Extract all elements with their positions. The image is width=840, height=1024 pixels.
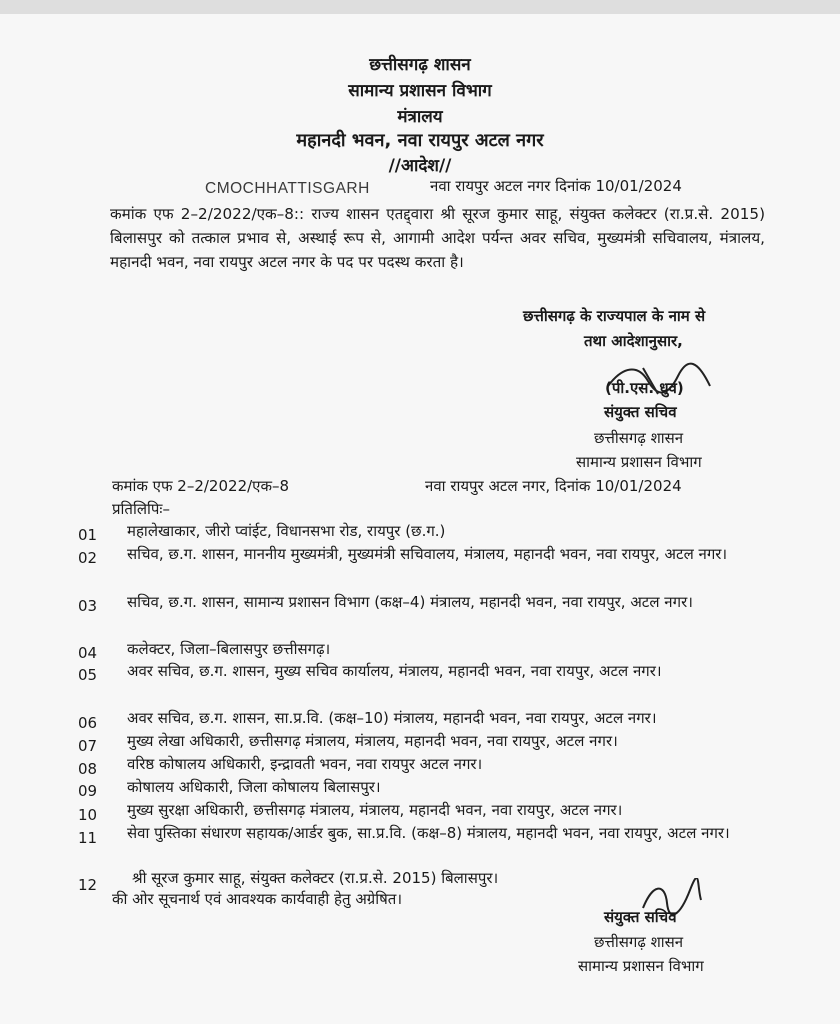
list-item-text: महालेखाकार, जीरो प्वांईट, विधानसभा रोड, रायपुर (छ.ग.) bbox=[127, 522, 446, 540]
list-item-text: अवर सचिव, छ.ग. शासन, मुख्य सचिव कार्यालय, मंत्रालय, महानदी भवन, नवा रायपुर, अटल नगर। bbox=[127, 662, 662, 680]
signature-1-name: (पी.एस. ध्रुव) bbox=[605, 379, 684, 397]
signature-2-dept-1: छत्तीसगढ़ शासन bbox=[594, 933, 684, 951]
signature-2-dept-2: सामान्य प्रशासन विभाग bbox=[578, 957, 704, 975]
list-item-number: 02 bbox=[78, 549, 98, 567]
header-govt: छत्तीसगढ़ शासन bbox=[369, 55, 471, 75]
copy-heading: प्रतिलिपिः– bbox=[112, 500, 170, 518]
list-item-text: कलेक्टर, जिला–बिलासपुर छत्तीसगढ़। bbox=[127, 640, 331, 658]
top-band bbox=[0, 0, 840, 14]
list-item-number: 10 bbox=[78, 806, 98, 824]
list-item-number: 07 bbox=[78, 737, 98, 755]
copy-ref: कमांक एफ 2–2/2022/एक–8 bbox=[112, 477, 290, 495]
list-item-text: वरिष्ठ कोषालय अधिकारी, इन्द्रावती भवन, नवा रायपुर अटल नगर। bbox=[127, 755, 483, 773]
header-department: सामान्य प्रशासन विभाग bbox=[348, 81, 492, 101]
list-item-number: 09 bbox=[78, 782, 98, 800]
list-item-text: अवर सचिव, छ.ग. शासन, सा.प्र.वि. (कक्ष–10) मंत्रालय, महानदी भवन, नवा रायपुर, अटल नगर। bbox=[127, 709, 657, 727]
list-item-number: 11 bbox=[78, 829, 98, 847]
list-item-number: 05 bbox=[78, 666, 98, 684]
watermark-text: CMOCHHATTISGARH bbox=[205, 180, 370, 197]
list-item-text: कोषालय अधिकारी, जिला कोषालय बिलासपुर। bbox=[127, 778, 381, 796]
header-ministry: मंत्रालय bbox=[397, 107, 443, 127]
header-address: महानदी भवन, नवा रायपुर अटल नगर bbox=[296, 130, 544, 151]
list-item-text: सेवा पुस्तिका संधारण सहायक/आर्डर बुक, सा.प्र.वि. (कक्ष–8) मंत्रालय, महानदी भवन, नवा रायपुर, अटल नगर। bbox=[127, 824, 730, 842]
authority-line-1: छत्तीसगढ़ के राज्यपाल के नाम से bbox=[523, 307, 706, 325]
list-item-number: 08 bbox=[78, 760, 98, 778]
order-paragraph: कमांक एफ 2–2/2022/एक–8:: राज्य शासन एतद्द्वारा श्री सूरज कुमार साहू, संयुक्त कलेक्टर (रा.प्र.से. 2015) बिलासपुर को तत्काल प्रभाव से, अस्थाई रूप से, आगामी आदेश पर्यन्त अवर सचिव, मुख्यमंत्री सचिवालय, मंत्रालय, महानदी भवन, नवा रायपुर अटल नगर के पद पर पदस्थ करता है। bbox=[110, 205, 765, 271]
signature-1-dept-1: छत्तीसगढ़ शासन bbox=[594, 429, 684, 447]
list-item-text: मुख्य लेखा अधिकारी, छत्तीसगढ़ मंत्रालय, मंत्रालय, महानदी भवन, नवा रायपुर, अटल नगर। bbox=[127, 732, 618, 750]
list-item-number: 06 bbox=[78, 714, 98, 732]
list-item-text: सचिव, छ.ग. शासन, माननीय मुख्यमंत्री, मुख्यमंत्री सचिवालय, मंत्रालय, महानदी भवन, नवा रायपुर, अटल नगर। bbox=[127, 545, 728, 563]
list-item-text: श्री सूरज कुमार साहू, संयुक्त कलेक्टर (रा.प्र.से. 2015) बिलासपुर। bbox=[132, 869, 499, 887]
authority-line-2: तथा आदेशानुसार, bbox=[584, 332, 683, 350]
signature-2-designation: संयुक्त सचिव bbox=[604, 908, 677, 926]
list-item-text: सचिव, छ.ग. शासन, सामान्य प्रशासन विभाग (कक्ष–4) मंत्रालय, महानदी भवन, नवा रायपुर, अटल नगर। bbox=[127, 593, 693, 611]
signature-1-dept-2: सामान्य प्रशासन विभाग bbox=[576, 453, 702, 471]
signature-1-designation: संयुक्त सचिव bbox=[604, 403, 677, 421]
header-order-title: //आदेश// bbox=[388, 156, 452, 176]
list-item-number: 01 bbox=[78, 526, 98, 544]
list-item-text: मुख्य सुरक्षा अधिकारी, छत्तीसगढ़ मंत्रालय, मंत्रालय, महानदी भवन, नवा रायपुर, अटल नगर। bbox=[127, 801, 623, 819]
list-item-number: 04 bbox=[78, 644, 98, 662]
list-item-number: 03 bbox=[78, 597, 98, 615]
order-place-date: नवा रायपुर अटल नगर दिनांक 10/01/2024 bbox=[430, 177, 682, 195]
list-item-number: 12 bbox=[78, 876, 98, 894]
copy-place-date: नवा रायपुर अटल नगर, दिनांक 10/01/2024 bbox=[425, 477, 682, 495]
copy-closing: की ओर सूचनार्थ एवं आवश्यक कार्यवाही हेतु अग्रेषित। bbox=[112, 890, 403, 908]
